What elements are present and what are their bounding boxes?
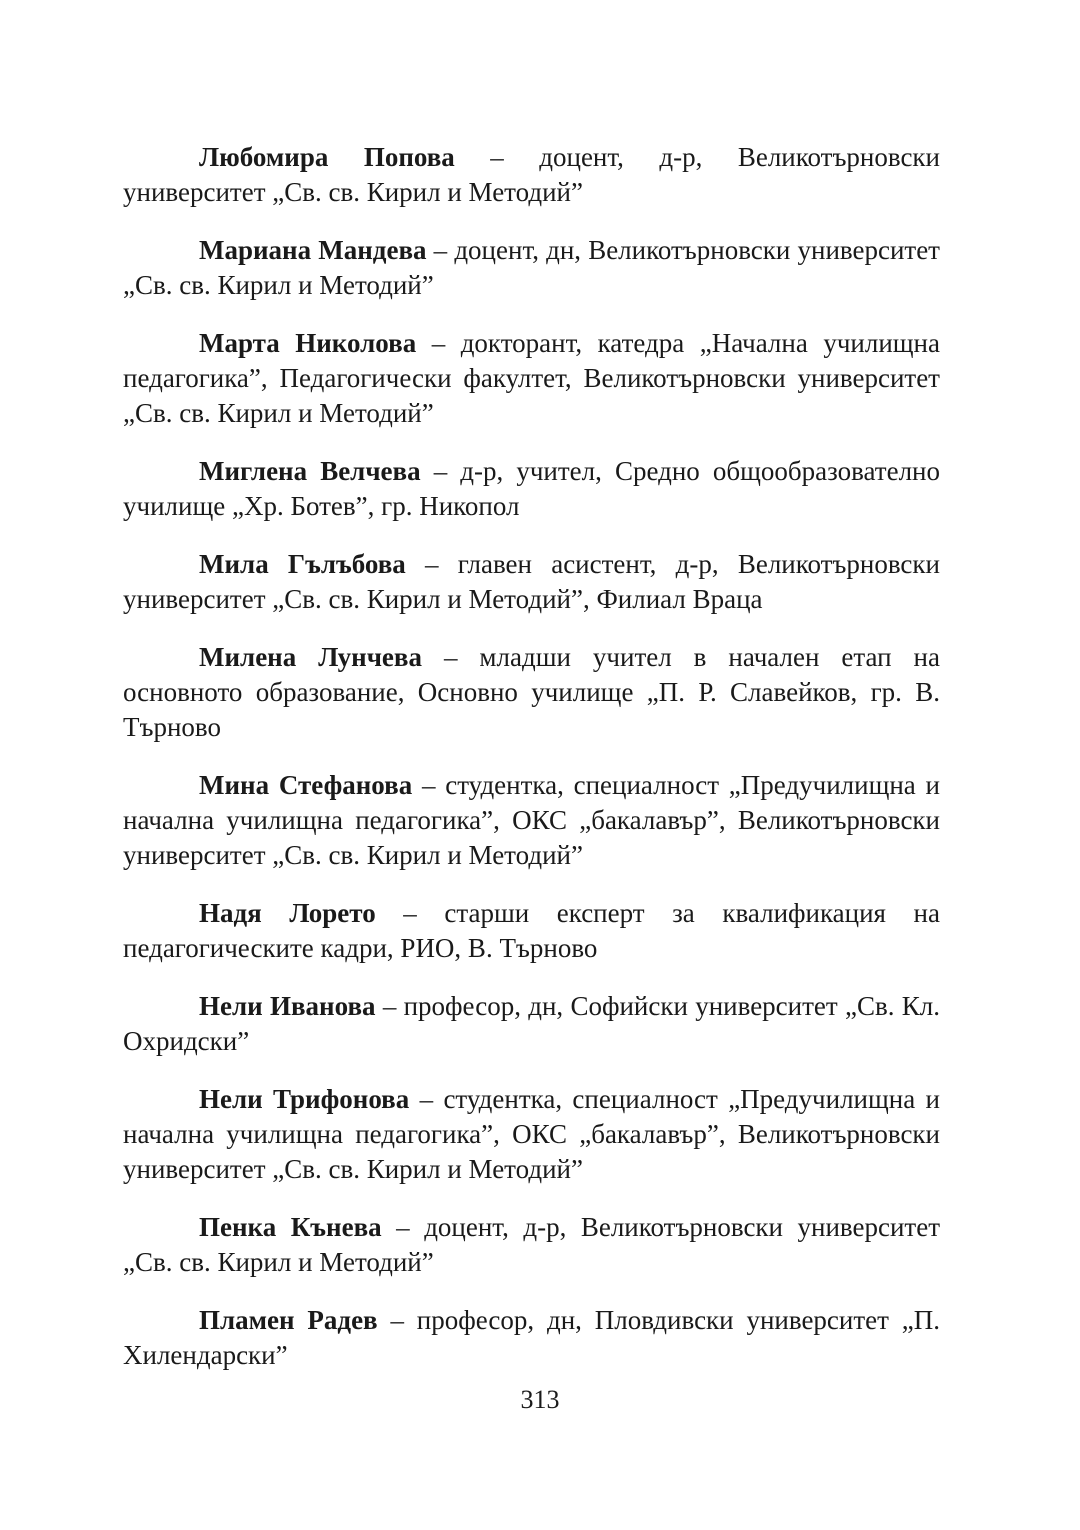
contributor-name: Любомира Попова (199, 142, 455, 172)
contributor-description: – професор, дн, Пловдивски университет „П. Хилендарски” (123, 1305, 941, 1370)
contributor-entry (123, 326, 940, 431)
contributor-description: – докторант, катедра „Начална училищна педагогика”, Педагогически факултет, Великотърновски университет „Св. св. Кирил и Методий” (123, 328, 940, 428)
contributor-description: – младши учител в начален етап на основното образование, Основно училище „П. Р. Славейков, гр. В. Търново (123, 642, 940, 742)
page-number: 313 (520, 1385, 560, 1414)
contributor-entry (123, 547, 940, 617)
contributor-name: Нели Трифонова (199, 1084, 410, 1114)
contributor-description: – д-р, учител, Средно общообразователно училище „Хр. Ботев”, гр. Никопол (123, 456, 940, 521)
contributors-list (123, 140, 940, 1396)
contributor-description: – доцент, дн, Великотърновски университет „Св. св. Кирил и Методий” (123, 235, 940, 300)
contributor-entry (123, 1082, 940, 1187)
contributor-description: – доцент, д-р, Великотърновски университет „Св. св. Кирил и Методий” (123, 1212, 940, 1277)
contributor-name: Пламен Радев (199, 1305, 378, 1335)
contributor-entry (123, 454, 940, 524)
contributor-name: Мина Стефанова (199, 770, 413, 800)
contributor-name: Нели Иванова (199, 991, 376, 1021)
contributor-description: – студентка, специалност „Предучилищна и начална училищна педагогика”, ОКС „бакалавър”, Великотърновски университет „Св. св. Кирил и Методий” (123, 770, 940, 870)
contributor-description: – главен асистент, д-р, Великотърновски университет „Св. св. Кирил и Методий”, Филиал Враца (123, 549, 940, 614)
contributor-entry (123, 233, 940, 303)
contributor-name: Милена Лунчева (199, 642, 422, 672)
contributor-description: – студентка, специалност „Предучилищна и начална училищна педагогика”, ОКС „бакалавър”, Великотърновски университет „Св. св. Кирил и Методий” (123, 1084, 941, 1184)
contributor-name: Мила Гълъбова (199, 549, 406, 579)
contributor-name: Марта Николова (199, 328, 417, 358)
contributor-name: Миглена Велчева (199, 456, 421, 486)
contributor-entry (123, 1303, 940, 1373)
contributor-description: – професор, дн, Софийски университет „Св. Кл. Охридски” (123, 991, 940, 1056)
contributor-entry (123, 640, 940, 745)
contributor-entry (123, 989, 940, 1059)
contributor-name: Мариана Мандева (199, 235, 427, 265)
contributor-description: – доцент, д-р, Великотърновски университет „Св. св. Кирил и Методий” (123, 142, 940, 207)
contributor-entry (123, 140, 940, 210)
contributor-name: Пенка Кънева (199, 1212, 382, 1242)
contributor-entry (123, 768, 940, 873)
contributor-name: Надя Лорето (199, 898, 376, 928)
contributor-description: – старши експерт за квалификация на педагогическите кадри, РИО, В. Търново (123, 898, 940, 963)
contributor-entry (123, 1210, 940, 1280)
contributor-entry (123, 896, 940, 966)
